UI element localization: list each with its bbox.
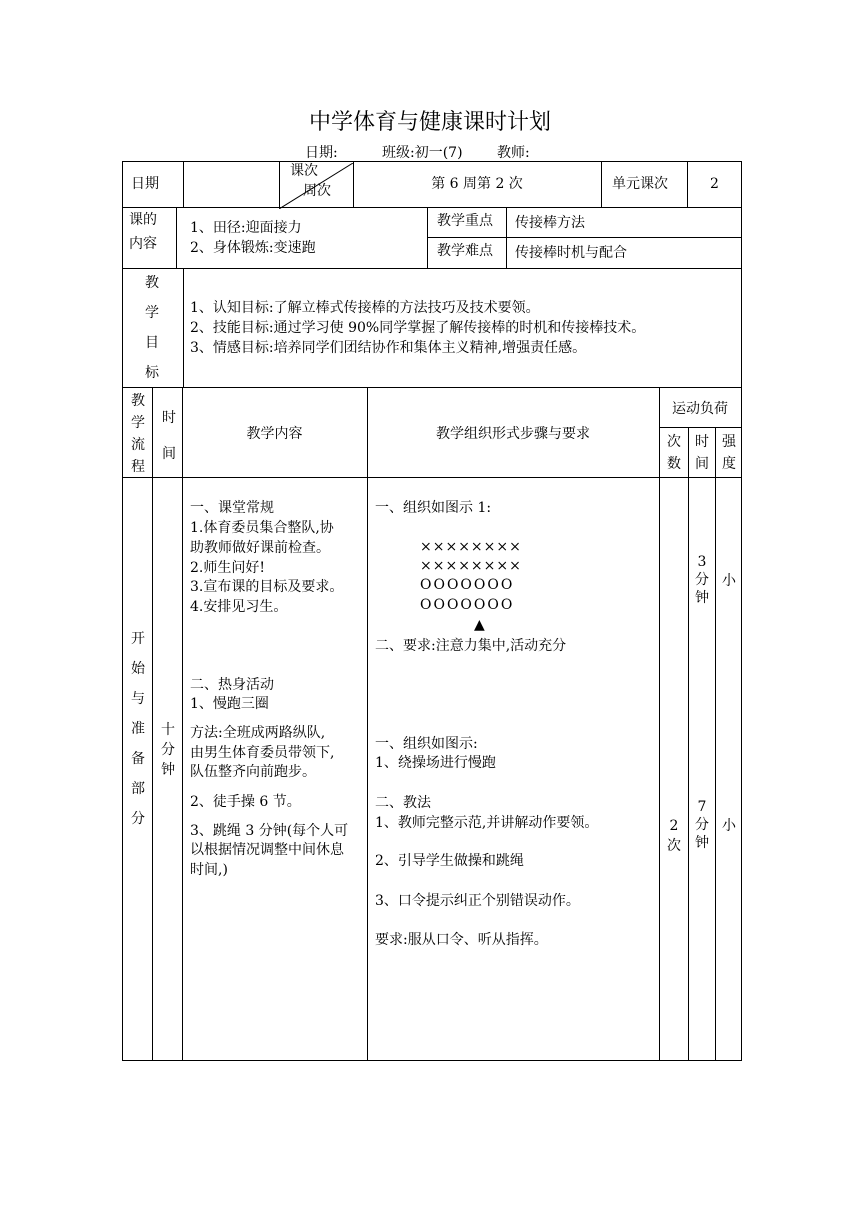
load-2-count: 2次 <box>667 818 681 854</box>
content-line: 以根据情况调整中间休息 <box>190 842 344 858</box>
content-item-2: 2、身体锻炼:变速跑 <box>190 240 316 256</box>
class-times-label: 课次 <box>290 163 318 179</box>
load-2-intensity: 小 <box>722 818 736 834</box>
formation-row-cross: ×××××××× <box>420 558 522 574</box>
objective-3: 3、情感目标:培养同学们团结协作和集体主义精神,增强责任感。 <box>190 340 587 356</box>
objective-1: 1、认知目标:了解立棒式传接棒的方法技巧及技术要领。 <box>190 300 540 316</box>
load-2-duration: 7分钟 <box>695 799 709 851</box>
content-line: 助教师做好课前检查。 <box>190 540 330 556</box>
section-name: 开始与准备部分 <box>131 631 145 827</box>
focus-label: 教学重点 <box>437 213 493 229</box>
objective-2: 2、技能目标:通过学习使 90%同学掌握了解传接棒的时机和传接棒技术。 <box>190 320 646 336</box>
org-line: 二、要求:注意力集中,活动充分 <box>375 638 567 654</box>
org-line: 2、引导学生做操和跳绳 <box>375 853 524 869</box>
load-header: 运动负荷 <box>672 401 728 417</box>
content-line: 二、热身活动 <box>190 677 274 693</box>
date-label: 日期: <box>305 145 338 161</box>
difficulty-label: 教学难点 <box>437 243 493 259</box>
org-line: 3、口令提示纠正个别错误动作。 <box>375 893 580 909</box>
formation-row-circle: OOOOOOO <box>420 577 515 593</box>
focus-value: 传接棒方法 <box>515 215 585 231</box>
time-header: 时间 <box>162 410 176 462</box>
content-line: 2.师生问好! <box>190 560 265 576</box>
org-line: 要求:服从口令、听从指挥。 <box>375 932 548 948</box>
content-label: 课的内容 <box>129 212 157 252</box>
org-line: 二、教法 <box>375 795 431 811</box>
organization-header: 教学组织形式步骤与要求 <box>436 426 590 442</box>
content-line: 时间,) <box>190 862 228 878</box>
content-item-1: 1、田径:迎面接力 <box>190 220 302 236</box>
org-line: 一、组织如图示: <box>375 736 478 752</box>
formation-row-cross: ×××××××× <box>420 539 522 555</box>
objectives-label: 教学目标 <box>145 275 159 381</box>
org-line: 一、组织如图示 1: <box>375 500 492 516</box>
org-line: 1、教师完整示范,并讲解动作要领。 <box>375 815 599 831</box>
org-line: 1、绕操场进行慢跑 <box>375 755 496 771</box>
load-1-intensity: 小 <box>722 573 736 589</box>
content-line: 3.宣布课的目标及要求。 <box>190 579 344 595</box>
intensity-header: 强度 <box>722 434 736 472</box>
section-time: 十分钟 <box>161 722 175 778</box>
teacher-label: 教师: <box>497 145 530 161</box>
content-line: 3、跳绳 3 分钟(每个人可 <box>190 823 349 839</box>
week-times-label: 周次 <box>303 183 331 199</box>
content-line: 2、徒手操 6 节。 <box>190 794 301 810</box>
content-line: 由男生体育委员带领下, <box>190 745 335 761</box>
count-header: 次数 <box>667 434 681 472</box>
content-line: 队伍整齐向前跑步。 <box>190 764 316 780</box>
content-header: 教学内容 <box>246 426 303 442</box>
date-cell-label: 日期 <box>131 176 159 192</box>
flow-header: 教学流程 <box>131 393 145 475</box>
unit-label: 单元课次 <box>612 176 668 192</box>
page-title: 中学体育与健康课时计划 <box>308 110 551 135</box>
content-line: 方法:全班成两路纵队, <box>190 725 326 741</box>
unit-value: 2 <box>710 176 719 192</box>
week-value: 第 6 周第 2 次 <box>431 176 523 192</box>
content-line: 1、慢跑三圈 <box>190 696 269 712</box>
content-line: 1.体育委员集合整队,协 <box>190 520 334 536</box>
difficulty-value: 传接棒时机与配合 <box>515 245 627 261</box>
content-line: 一、课堂常规 <box>190 500 274 516</box>
formation-row-circle: OOOOOOO <box>420 597 515 613</box>
class-label: 班级:初一(7) <box>382 145 463 161</box>
duration-header: 时间 <box>695 434 709 472</box>
content-line: 4.安排见习生。 <box>190 599 288 615</box>
teacher-marker-icon: ▲ <box>474 617 485 633</box>
load-1-duration: 3分钟 <box>695 554 709 606</box>
